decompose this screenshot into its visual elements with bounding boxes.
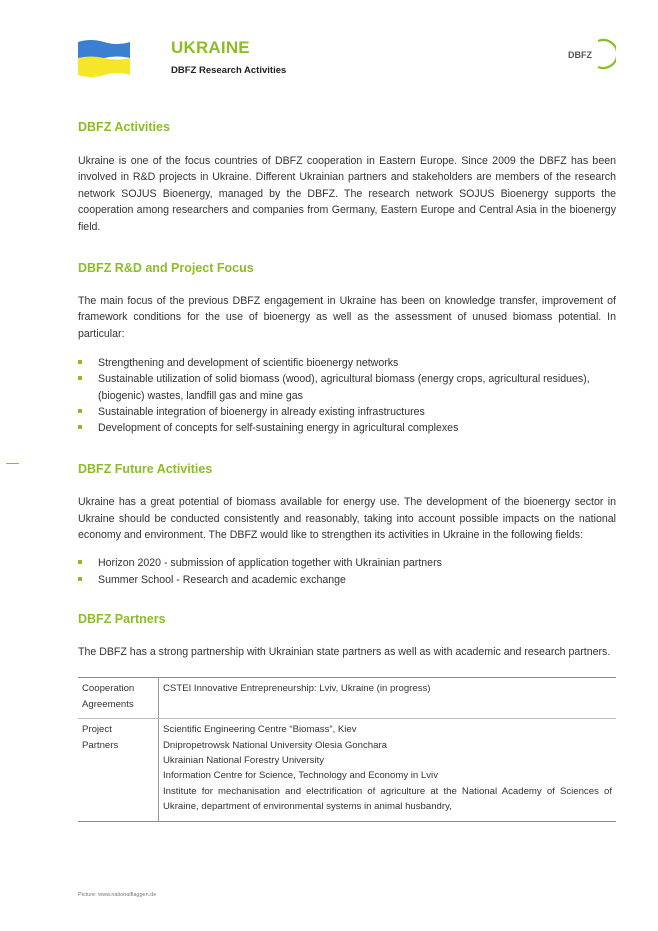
- section-heading-future: DBFZ Future Activities: [78, 462, 213, 477]
- table-row: [78, 719, 616, 821]
- bullet-icon: [78, 409, 82, 413]
- table-cell: CSTEI Innovative Entrepreneurship: Lviv, Ukraine (in progress): [159, 678, 617, 719]
- table-row: [78, 678, 616, 719]
- list-item: Sustainable utilization of solid biomass (wood), agricultural biomass (energy crops, agricultural residues), (biogenic) wastes, landfill gas and mine gas: [78, 371, 616, 403]
- table-row-label: Project Partners: [78, 719, 159, 821]
- partners-table: [78, 677, 616, 821]
- partners-paragraph: The DBFZ has a strong partnership with Ukrainian state partners as well as with academic and research partners.: [78, 645, 611, 658]
- bullet-icon: [78, 425, 82, 429]
- section-heading-activities: DBFZ Activities: [78, 120, 170, 134]
- future-bullet-list: [78, 555, 616, 587]
- future-paragraph: Ukraine has a great potential of biomass available for energy use. The development of the bioenergy sector in Ukraine should be conducted consistently and reasonably, taking into account possible impacts on the national economy and environment. The DBFZ would like to strengthen its activities in Ukraine in the following fields:: [78, 496, 616, 542]
- bullet-icon: [78, 560, 82, 564]
- table-row-label: Cooperation Agreements: [78, 678, 159, 719]
- list-item: Summer School - Research and academic exchange: [78, 572, 616, 588]
- section-heading-focus: DBFZ R&D and Project Focus: [78, 261, 254, 276]
- margin-mark: [6, 463, 19, 464]
- bullet-icon: [78, 360, 82, 364]
- svg-text:DBFZ: DBFZ: [568, 50, 592, 60]
- bullet-icon: [78, 577, 82, 581]
- focus-paragraph: The main focus of the previous DBFZ engagement in Ukraine has been on knowledge transfer, improvement of framework conditions for the use of bioenergy as well as the assessment of unused biomass potential. In particular:: [78, 295, 616, 340]
- main-content: [78, 118, 616, 822]
- table-cell: Scientific Engineering Centre “Biomass”, Kiev Dnipropetrowsk National University Olesia Gonchara Ukrainian National Forestry University Information Centre for Science, Technology and Economy in Lviv Institute for mechanisation and electrification of agriculture at the National Academy of Sciences of Ukraine, department of environmental systems in animal husbandry,: [159, 719, 617, 821]
- list-item: Strengthening and development of scientific bioenergy networks: [78, 355, 616, 371]
- list-item: Development of concepts for self-sustaining energy in agricultural complexes: [78, 420, 616, 436]
- page-subtitle: DBFZ Research Activities: [171, 65, 287, 76]
- activities-paragraph: Ukraine is one of the focus countries of DBFZ cooperation in Eastern Europe. Since 2009 the DBFZ has been involved in R&D projects in Ukraine. Different Ukrainian partners and stakeholders are members of the research network SOJUS Bioenergy, managed by the DBFZ. The research network SOJUS Bioenergy supports the cooperation among researchers and companies from Germany, Eastern Europe and Central Asia in the bioenergy field.: [78, 155, 616, 233]
- focus-bullet-list: [78, 355, 616, 436]
- ukraine-flag-image: [78, 38, 130, 78]
- picture-credit: Picture: www.nationalflaggen.de: [78, 892, 157, 898]
- bullet-icon: [78, 376, 82, 380]
- page-title: UKRAINE: [171, 38, 250, 57]
- list-item: Sustainable integration of bioenergy in already existing infrastructures: [78, 404, 616, 420]
- section-heading-partners: DBFZ Partners: [78, 611, 166, 626]
- list-item: Horizon 2020 - submission of application together with Ukrainian partners: [78, 555, 616, 571]
- dbfz-logo: [568, 38, 616, 70]
